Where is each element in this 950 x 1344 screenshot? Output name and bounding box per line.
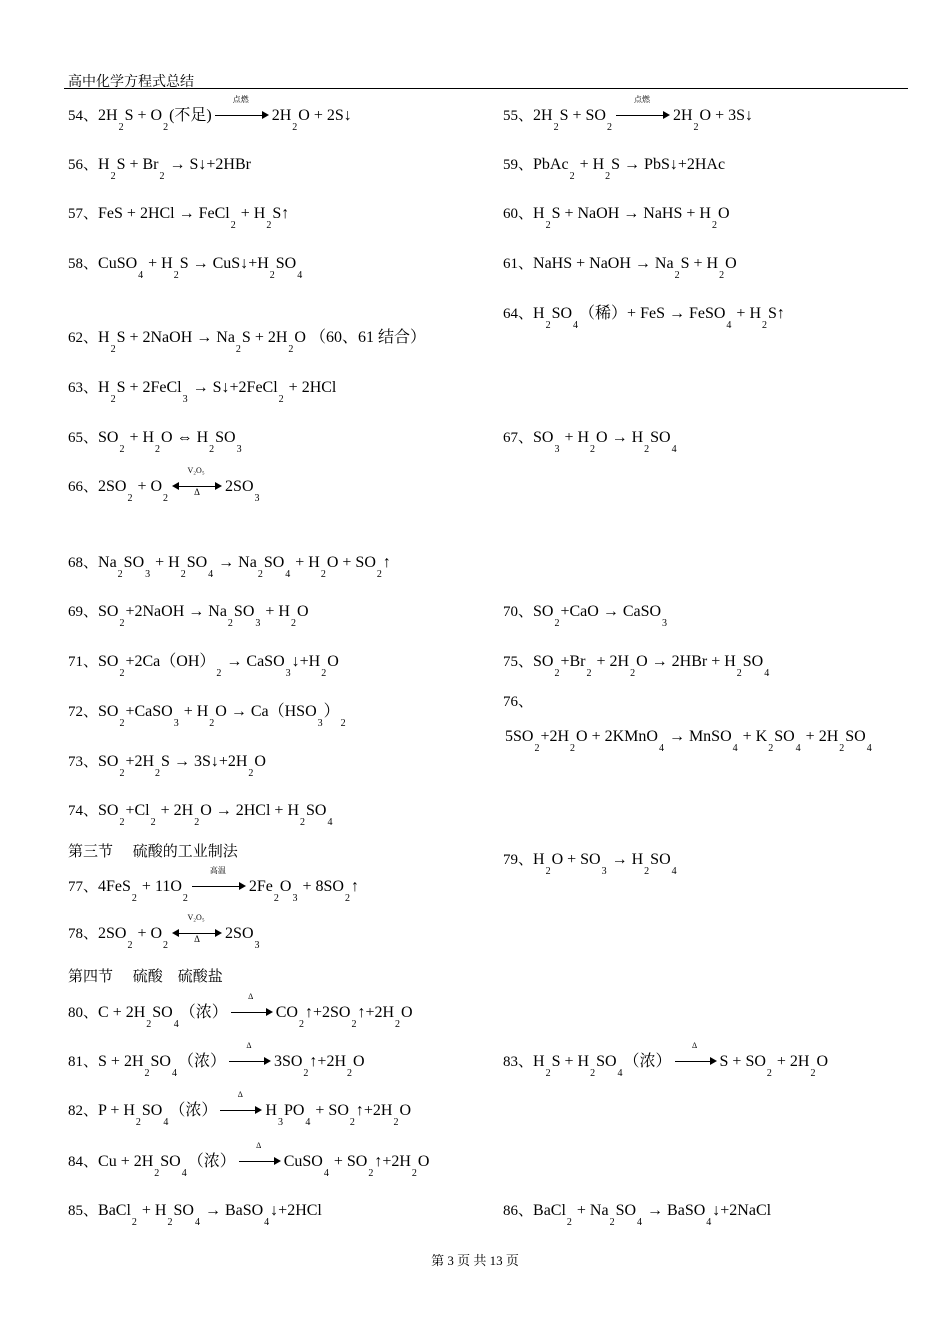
equation-84: 84、$Cu + 2H_2SO_4$（浓） Δ CuSO$_4$ + $SO_2↑+2H_2O$ — [68, 1141, 430, 1179]
equation-82: 82、$P + H_2SO_4$（浓） Δ $H_3PO_4$ + $SO_2↑+2H_2O$ — [68, 1090, 412, 1128]
equation-55: 55、$2H_2S + SO_2$ 点燃 $2H_2O$ + 3S↓ — [503, 95, 753, 133]
section-heading-4: 第四节 硫酸 硫酸盐 — [68, 967, 223, 985]
equation-81: 81、$S + 2H_2SO_4$（浓） Δ $3SO_2↑+2H_2O$ — [68, 1041, 365, 1079]
equation-62: 62、$H_2S$ + 2NaOH → $Na_2S + 2H_2O$ （60、61 结合） — [68, 329, 426, 355]
equation-76-number: 76、 — [503, 694, 534, 710]
equation-70: 70、$SO_2+CaO$ → CaSO$_3$ — [503, 603, 668, 629]
equation-61: 61、NaHS + NaOH → $Na_2S + H_2O$ — [503, 255, 737, 281]
equation-56: 56、$H_2S + Br_2$ → S↓+2HBr — [68, 156, 251, 182]
equation-71: 71、$SO_2+2Ca(OH)_2$ → $CaSO_3↓+H_2O$ — [68, 653, 339, 679]
equation-72: 72、$SO_2+CaSO_3 + H_2O \to Ca(HSO_3)_2$ — [68, 703, 346, 729]
equation-59: 59、PbAc$_2$ + $H_2S$ → PbS↓+2HAc — [503, 156, 726, 182]
equation-64: 64、$H_2SO_4$（稀）+ FeS → FeSO$_4$ + $H_2S↑$ — [503, 305, 785, 331]
page-footer: 第 3 页 共 13 页 — [431, 1253, 519, 1268]
equation-77: 77、$4FeS_2 + 11O_2$ 高温 $2Fe_2O_3$ + $8SO_2↑$ — [68, 866, 359, 904]
equation-65: 65、$SO_2 + H_2O$ ⇔ $H_2SO_3$ — [68, 429, 242, 455]
equation-80: 80、$C + 2H_2SO_4$（浓） Δ $CO_2↑+2SO_2↑+2H_2O$ — [68, 992, 413, 1030]
equation-85: 85、BaCl$_2$ + $H_2SO_4$ → BaSO$_4$↓+2HCl — [68, 1202, 322, 1228]
equation-54: 54、$2H_2S + O_2$(不足) 点燃 $2H_2O$ + 2S↓ — [68, 95, 352, 133]
equation-73: 73、$SO_2+2H_2S$ → $3S↓+2H_2O$ — [68, 753, 266, 779]
equation-68: 68、$Na_2SO_3 + H_2SO_4 \to Na_2SO_4 + H_2O$ + $SO_2↑$ — [68, 554, 391, 580]
document-header: 高中化学方程式总结 — [68, 75, 194, 90]
equation-67: 67、$SO_3 + H_2O \to H_2SO_4$ — [503, 429, 677, 455]
equation-86: 86、BaCl$_2$ + $Na_2SO_4$ → BaSO$_4$↓+2NaCl — [503, 1202, 772, 1228]
equation-76: $5SO_2+2H_2O$ + 2KMnO$_4$ → MnSO$_4$ + $K_2SO_4 + 2H_2SO_4$ — [505, 728, 872, 754]
equation-83: 83、$H_2S + H_2SO_4$（浓） Δ $S + SO_2 + 2H_2O$ — [503, 1041, 829, 1079]
equation-58: 58、CuSO$_4$ + $H_2S$ → $CuS↓+H_2SO_4$ — [68, 255, 303, 281]
equation-75: 75、$SO_2+Br_2 + 2H_2O \to 2HBr + H_2SO_4$ — [503, 653, 770, 679]
equation-79: 79、$H_2O + SO_3 \to H_2SO_4$ — [503, 851, 677, 877]
section-heading-3: 第三节 硫酸的工业制法 — [68, 842, 238, 860]
equation-63: 63、$H_2S$ + 2FeCl$_3$ → S↓+2FeCl$_2$ + 2HCl — [68, 379, 337, 405]
equation-74: 74、$SO_2+Cl_2 + 2H_2O \to 2HCl + H_2SO_4$ — [68, 802, 333, 828]
header-rule — [64, 88, 908, 89]
equation-78: 78、$2SO_2 + O_2$ $\frac{\text{V₂O₅}}{\Delta}$ $2SO_3$ — [68, 913, 260, 951]
equation-66: 66、$2SO_2 + O_2$ $\frac{\text{V₂O₅}}{\Delta}$ $2SO_3$ — [68, 466, 260, 504]
equation-69: 69、$SO_2+2NaOH \to Na_2SO_3 + H_2O$ — [68, 603, 309, 629]
equation-60: 60、$H_2S$ + NaOH → NaHS + $H_2O$ — [503, 205, 730, 231]
equation-57: 57、FeS + 2HCl → FeCl$_2$ + $H_2S↑$ — [68, 205, 290, 231]
